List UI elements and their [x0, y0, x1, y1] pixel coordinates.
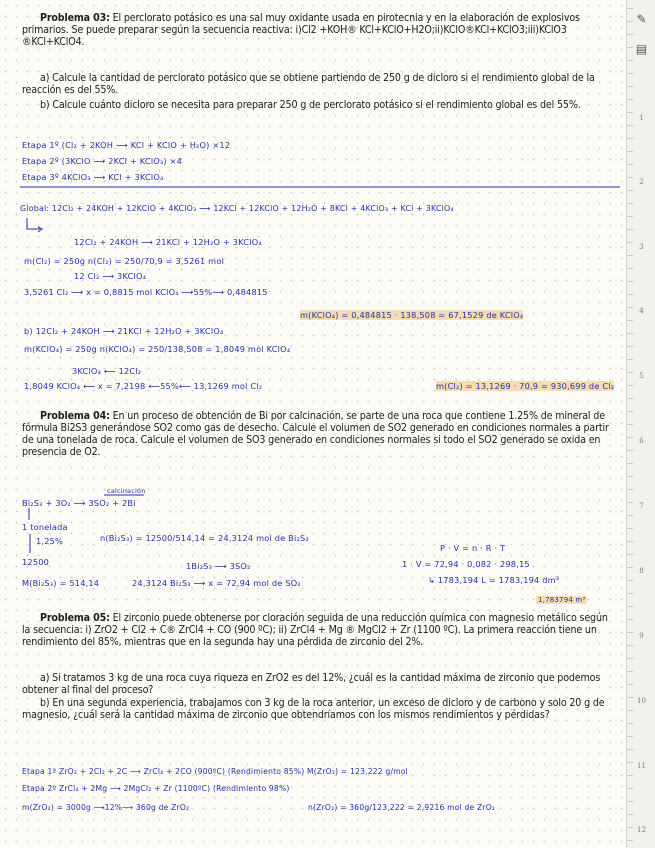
p03-b-ratio: 3KClO₄ ⟵ 12Cl₂: [72, 366, 142, 376]
ruler-tick: [627, 736, 633, 737]
page-number[interactable]: 4: [639, 307, 644, 315]
p04-volume: ↳ 1783,194 L = 1783,194 dm³: [428, 575, 560, 585]
ruler-tick: [627, 60, 633, 61]
ruler-tick: [627, 827, 633, 828]
ruler-tick: [627, 671, 633, 672]
ruler-tick: [627, 476, 633, 477]
ruler-tick: [627, 333, 633, 334]
ruler-tick: [627, 359, 633, 360]
ruler-tick: [627, 437, 633, 438]
ruler-tick: [627, 268, 633, 269]
ruler-tick: [627, 385, 633, 386]
p04-calcination-label: calcinación: [107, 487, 146, 495]
ruler-tick: [627, 255, 633, 256]
p04-ratio: 1Bi₂S₃ ⟶ 3SO₂: [186, 561, 251, 571]
ruler-tick: [627, 424, 633, 425]
ruler-tick: [627, 710, 633, 711]
ruler-tick: [627, 294, 633, 295]
problem-05-part-b: b) En una segunda experiencia, trabajamos con 3 kg de la roca anterior, un exceso de dicloro y de carbono y solo 20 g de magnesio, ¿cuál será la cantidad máxima de zirconio que obtendríamos con los mismos rendimientos y pérdidas?: [22, 697, 605, 721]
p04-volume-m3: 1,783794 m³: [538, 596, 586, 604]
page-sidebar: [626, 0, 655, 848]
ruler-tick: [627, 775, 633, 776]
ruler-tick: [627, 99, 633, 100]
p05-moles-zro2: n(ZrO₂) = 360g/123,222 = 2,9216 mol de ZrO₂: [308, 803, 496, 812]
ruler-tick: [627, 372, 633, 373]
problem-05-statement: Problema 05: El zirconio puede obtenerse por cloración seguida de una reducción química con magnesio metálico según la secuencia: i) ZrO2 + Cl2 + C® ZrCl4 + CO (900 ºC); ii) ZrCl4 + Mg ® MgCl2 + Zr (1100 ºC). La primera reacción tiene un rendimiento del 85%, mientras que en la segunda hay una pérdida de zirconio del 2%.: [22, 612, 608, 648]
ruler-tick: [627, 320, 633, 321]
page-number[interactable]: 3: [639, 243, 644, 251]
ruler-tick: [627, 801, 633, 802]
ruler-tick: [627, 346, 633, 347]
ruler-tick: [627, 47, 633, 48]
problem-03-statement: Problema 03: El perclorato potásico es una sal muy oxidante usada en pirotecnia y en la elaboración de explosivos primarios. Se puede preparar según la secuencia reactiva: i)Cl2 +KOH® KCl+KClO+H2O;ii)KClO®KCl+KClO3;iii)KClO3 ®KCl+KClO4.: [22, 12, 580, 48]
ruler-tick: [627, 73, 633, 74]
p03-net-equation: 12Cl₂ + 24KOH ⟶ 21KCl + 12H₂O + 3KClO₄: [74, 237, 262, 247]
ruler-tick: [627, 528, 633, 529]
ruler-tick: [627, 593, 633, 594]
p04-percent: 1,25%: [36, 536, 64, 546]
p04-moles-so2: 24,3124 Bi₂S₃ ⟶ x = 72,94 mol de SO₂: [132, 578, 301, 588]
ruler-tick: [627, 411, 633, 412]
page-number[interactable]: 8: [639, 567, 644, 575]
p05-etapa-2: Etapa 2º ZrCl₄ + 2Mg ⟶ 2MgCl₂ + Zr (1100ºC) (Rendimiento 98%): [22, 784, 290, 793]
page-number[interactable]: 10: [637, 697, 646, 705]
p04-mass: 12500: [22, 557, 50, 567]
problem-05-part-a: a) Si tratamos 3 kg de una roca cuya riqueza en ZrO2 es del 12%, ¿cuál es la cantidad máxima de zirconio que podemos obtener al final del proceso?: [22, 672, 601, 696]
p03-mass-kclo4: m(KClO₄) = 0,484815 · 138,508 = 67,1529 de KClO₄: [300, 310, 524, 320]
ink-lines: [20, 187, 620, 553]
ruler-tick: [627, 138, 633, 139]
ruler-tick: [627, 125, 633, 126]
p03-etapa-3: Etapa 3º 4KClO₃ ⟶ KCl + 3KClO₄: [22, 172, 164, 182]
ruler-tick: [627, 398, 633, 399]
ruler-tick: [627, 554, 633, 555]
ruler-tick: [627, 229, 633, 230]
ruler-tick: [627, 242, 633, 243]
ruler-tick: [627, 21, 633, 22]
page-number[interactable]: 2: [639, 178, 644, 186]
p04-reaction: Bi₂S₃ + 3O₂ ⟶ 3SO₂ + 2Bi: [22, 498, 136, 508]
ruler-tick: [627, 463, 633, 464]
page-number[interactable]: 11: [637, 762, 646, 770]
ruler-tick: [627, 788, 633, 789]
p05-mass-zro2: m(ZrO₂) = 3000g ⟶12%⟶ 360g de ZrO₂: [22, 803, 190, 812]
ruler-tick: [627, 307, 633, 308]
ruler-tick: [627, 840, 633, 841]
ruler-tick: [627, 203, 633, 204]
p05-etapa-1: Etapa 1º ZrO₂ + 2Cl₂ + 2C ⟶ ZrCl₄ + 2CO (900ºC) (Rendimiento 85%) M(ZrO₂) = 123,222 g/mol: [22, 767, 408, 776]
ruler-tick: [627, 567, 633, 568]
ruler-tick: [627, 216, 633, 217]
p03-b-moles: m(KClO₄) = 250g n(KClO₄) = 250/138,508 = 1,8049 mol KClO₄: [24, 344, 291, 354]
p03-b-mass-cl2: m(Cl₂) = 13,1269 · 70,9 = 930,699 de Cl₂: [436, 381, 615, 391]
ruler-tick: [627, 762, 633, 763]
p04-moles-bi2s3: n(Bi₂S₃) = 12500/514,14 = 24,3124 mol de Bi₂S₃: [100, 533, 309, 543]
ruler-tick: [627, 164, 633, 165]
ruler-tick: [627, 749, 633, 750]
p03-b-equation: b) 12Cl₂ + 24KOH ⟶ 21KCl + 12H₂O + 3KClO₄: [24, 326, 224, 336]
page-number[interactable]: 5: [639, 372, 644, 380]
problem-03-part-a: a) Calcule la cantidad de perclorato potásico que se obtiene partiendo de 250 g de dicloro si el rendimiento global de la reacción es del 55%.: [22, 72, 595, 96]
p04-gas-law: P · V = n · R · T: [440, 543, 506, 553]
p03-moles-kclo4: 3,5261 Cl₂ ⟶ x = 0,8815 mol KClO₄ ⟶55%⟶ 0,484815: [24, 287, 268, 297]
ruler-tick: [627, 684, 633, 685]
p03-etapa-2: Etapa 2º (3KClO ⟶ 2KCl + KClO₃) ×4: [22, 156, 183, 166]
page-number[interactable]: 9: [639, 632, 644, 640]
p04-tonelada: 1 tonelada: [22, 522, 68, 532]
page-number[interactable]: 12: [637, 826, 646, 834]
p04-gas-law-values: 1 · V = 72,94 · 0,082 · 298,15: [402, 559, 530, 569]
ruler-tick: [627, 515, 633, 516]
pencil-icon[interactable]: ✎: [636, 12, 647, 26]
ruler-tick: [627, 697, 633, 698]
p03-b-moles-cl2: 1,8049 KClO₄ ⟵ x = 7,2198 ⟵55%⟵ 13,1269 mol Cl₂: [24, 381, 263, 391]
ruler-tick: [627, 86, 633, 87]
problem-04-title: Problema 04:: [40, 410, 110, 422]
ruler-tick: [627, 502, 633, 503]
ruler-tick: [627, 450, 633, 451]
problem-05-title: Problema 05:: [40, 612, 110, 624]
ruler-tick: [627, 112, 633, 113]
ruler-tick: [627, 489, 633, 490]
ruler-tick: [627, 580, 633, 581]
problem-03-title: Problema 03:: [40, 12, 110, 24]
ruler-tick: [627, 632, 633, 633]
p03-global-equation: Global: 12Cl₂ + 24KOH + 12KClO + 4KClO₃ ⟶ 12KCl + 12KClO + 12H₂O + 8KCl + 4KClO₃ + KCl + 3KClO₄: [20, 204, 454, 213]
page-number[interactable]: 6: [639, 437, 644, 445]
p03-moles-cl2: m(Cl₂) = 250g n(Cl₂) = 250/70,9 = 3,5261 mol: [24, 256, 225, 266]
ruler-tick: [627, 645, 633, 646]
notes-icon[interactable]: ▤: [635, 42, 648, 56]
ruler-tick: [627, 723, 633, 724]
page-number[interactable]: 7: [639, 502, 644, 510]
ruler-tick: [627, 814, 633, 815]
ruler-tick: [627, 606, 633, 607]
ruler-tick: [627, 177, 633, 178]
ruler-tick: [627, 619, 633, 620]
problem-03-part-b: b) Calcule cuánto dicloro se necesita para preparar 250 g de perclorato potásico si el rendimiento global es del 55%.: [40, 99, 581, 111]
p03-ratio: 12 Cl₂ ⟶ 3KClO₄: [74, 271, 147, 281]
ruler-tick: [627, 151, 633, 152]
ruler-tick: [627, 541, 633, 542]
ruler-tick: [627, 34, 633, 35]
p03-etapa-1: Etapa 1º (Cl₂ + 2KOH ⟶ KCl + KClO + H₂O) ×12: [22, 140, 231, 150]
problem-04-statement: Problema 04: En un proceso de obtención de Bi por calcinación, se parte de una roca que contiene 1.25% de mineral de fórmula Bi2S3 generándose SO2 como gas de desecho. Calcule el volumen de SO2 generado en condiciones normales a partir de una tonelada de roca. Calcule el volumen de SO3 generado en condiciones normales si todo el SO2 generado se oxida en presencia de O2.: [22, 410, 609, 458]
ruler-tick: [627, 658, 633, 659]
ruler-tick: [627, 281, 633, 282]
ruler-tick: [627, 8, 633, 9]
p04-molar-mass: M(Bi₂S₃) = 514,14: [22, 578, 100, 588]
ruler-tick: [627, 190, 633, 191]
page-number[interactable]: 1: [639, 114, 644, 122]
